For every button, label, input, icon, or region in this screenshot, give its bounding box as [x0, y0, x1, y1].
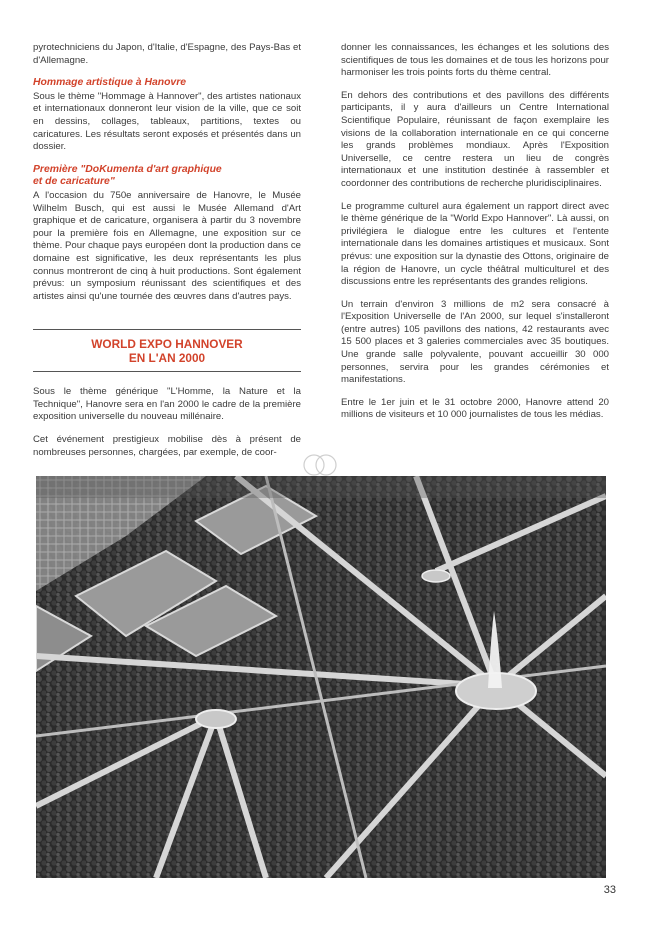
section-heading-line-1: Première "DoKumenta d'art graphique [33, 163, 222, 175]
boxed-title-line-1: WORLD EXPO HANNOVER [91, 337, 243, 352]
paragraph: Un terrain d'environ 3 millions de m2 sera consacré à l'Exposition Universelle de l'An 2000, sur lequel s'installeront (entre autres) 105 pavillons des nations, 42 restaurants avec 15 500 places et 3 galeries commerciales avec 35 boutiques. Une grande salle polyvalente, pouvant accueillir 30 000 personnes, servira pour les grandes cérémonies et manifestations. [341, 298, 609, 386]
section-heading-line-2: et de caricature" [33, 176, 115, 188]
boxed-title [33, 329, 301, 372]
page-number: 33 [603, 884, 616, 896]
paragraph: Sous le thème "Hommage à Hannover", des artistes nationaux et internationaux donneront leur vision de la ville, que ce soit en dessins, collages, tableaux, partitions, textes ou caricatures. Les résultats seront exposés et présentés dans un dossier. [33, 90, 301, 153]
paragraph: Cet événement prestigieux mobilise dès à présent de nombreuses personnes, chargées, par exemple, de coor- [33, 434, 301, 458]
left-column [33, 42, 301, 469]
paragraph: Le programme culturel aura également un rapport direct avec le thème générique de la "World Expo Hannover". Là aussi, on privilégiera le dialogue entre les cultures et l'entente internationale dans les domaines artistiques et musicaux. Sont prévus: une exposition sur la dynastie des Ottons, originaire de la région de Hanovre, un cycle théâtral multiculturel et des discussions entre les représentants des grandes religions. [341, 200, 609, 288]
right-column [341, 42, 609, 432]
garden-illustration [36, 476, 606, 878]
section-heading [33, 164, 301, 189]
watermark-stamp [300, 452, 340, 478]
paragraph: Sous le thème générique "L'Homme, la Nature et la Technique", Hanovre sera en l'an 2000 le cadre de la première exposition universelle du nouveau millénaire. [33, 386, 301, 423]
paragraph: A l'occasion du 750e anniversaire de Hanovre, le Musée Wilhelm Busch, qui est aussi le Musée Allemand d'Art graphique et de caricature, organisera à partir du 3 novembre pour la première fois en Allemagne, une exposition sur ce thème. Pour chaque pays européen dont la production dans ce domaine est significative, les deux représentants les plus connus montreront de cinq à huit productions. Sont également prévus: un symposium réunissant des scientifiques et des artistes ainsi qu'une tournée des œuvres dans d'autres pays. [33, 189, 301, 302]
section-heading: Hommage artistique à Hanovre [33, 77, 187, 89]
paragraph: pyrotechniciens du Japon, d'Italie, d'Espagne, des Pays-Bas et d'Allemagne. [33, 42, 301, 66]
aerial-garden-photo [36, 476, 606, 878]
paragraph: En dehors des contributions et des pavillons des différents participants, il y aura d'ailleurs un Centre International Scientifique Populaire, réunissant de façon exemplaire les visions de la collaboration internationale en ce qui concerne les grands problèmes mondiaux. Après l'Exposition Universelle, ce centre restera un lieu de congrès internationaux et une institution destinée à rassembler et coordonner des contributions de recherche pluridisciplinaires. [341, 89, 609, 189]
boxed-title-line-2: EN L'AN 2000 [128, 351, 206, 366]
paragraph: Entre le 1er juin et le 31 octobre 2000, Hanovre attend 20 millions de visiteurs et 10 000 journalistes de tous les médias. [341, 396, 609, 421]
paragraph: donner les connaissances, les échanges et les solutions des scientifiques de tous les domaines et de tous les horizons pour harmoniser les trois points forts du thème central. [341, 42, 609, 79]
